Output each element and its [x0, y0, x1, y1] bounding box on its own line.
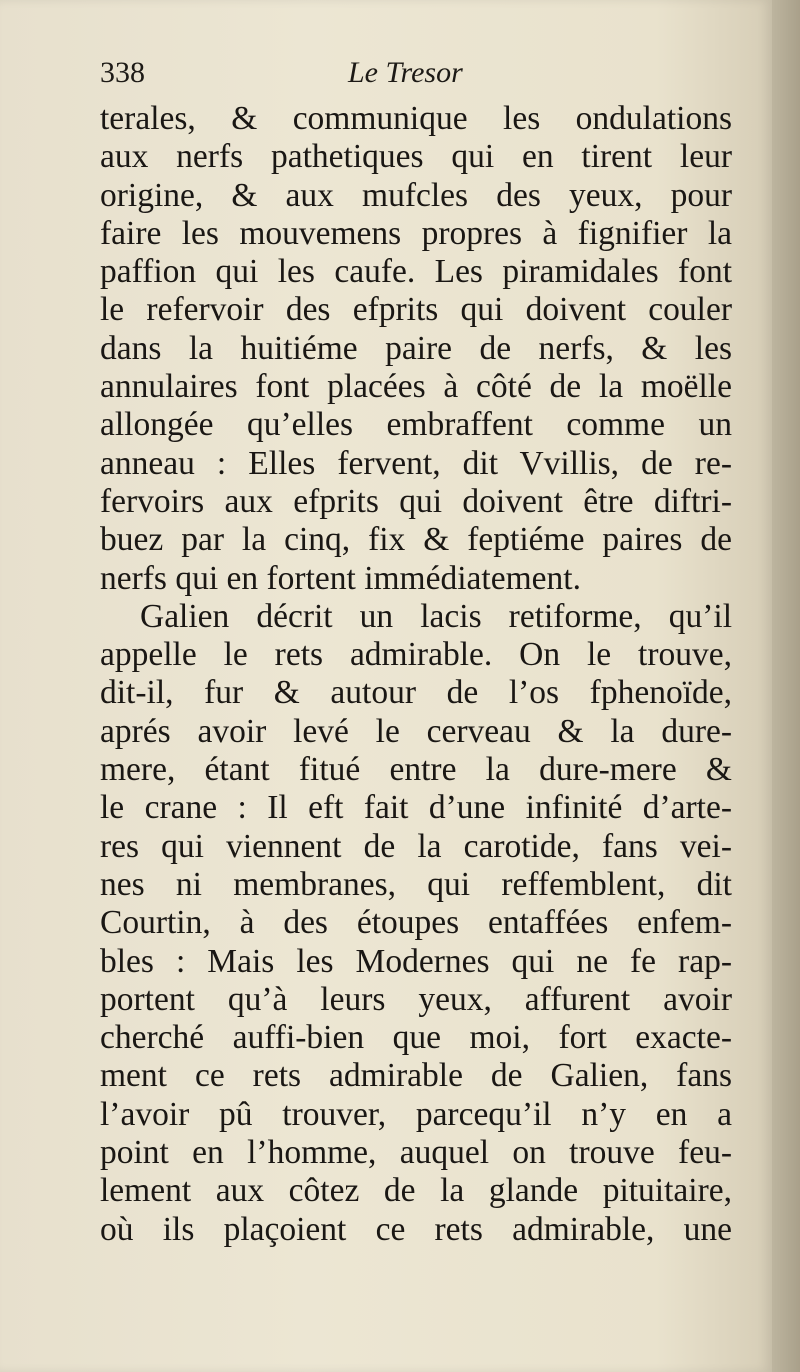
text-line: ment ce rets admirable de Galien, fans — [100, 1057, 732, 1095]
text-line: paffion qui les caufe. Les piramidales font — [100, 253, 732, 291]
text-line: portent qu’à leurs yeux, affurent avoir — [100, 980, 732, 1018]
text-line: bles : Mais les Modernes qui ne fe rap- — [100, 942, 732, 980]
text-line: aux nerfs pathetiques qui en tirent leur — [100, 138, 732, 176]
text-line: anneau : Elles fervent, dit Vvillis, de re- — [100, 444, 732, 482]
text-line: Courtin, à des étoupes entaffées enfem- — [100, 904, 732, 942]
text-line: res qui viennent de la carotide, fans vei- — [100, 827, 732, 865]
text-line: point en l’homme, auquel on trouve feu- — [100, 1134, 732, 1172]
page-edge — [772, 0, 800, 1372]
text-line: dans la huitiéme paire de nerfs, & les — [100, 329, 732, 367]
text-line: annulaires font placées à côté de la moëlle — [100, 368, 732, 406]
text-line: terales, & communique les ondulations — [100, 100, 732, 137]
text-line: nerfs qui en fortent immédiatement. — [100, 559, 581, 597]
text-line: origine, & aux mufcles des yeux, pour — [100, 176, 732, 214]
body-text — [100, 100, 732, 1249]
running-title: Le Tresor — [348, 56, 463, 89]
text-line: Galien décrit un lacis retiforme, qu’il — [140, 597, 732, 635]
text-line: dit-il, fur & autour de l’os fphenoïde, — [100, 674, 732, 712]
text-line: le crane : Il eft fait d’une infinité d’arte- — [100, 789, 732, 827]
text-line: l’avoir pû trouver, parcequ’il n’y en a — [100, 1095, 732, 1133]
page-header — [100, 56, 740, 100]
text-line: allongée qu’elles embraffent comme un — [100, 406, 732, 444]
text-line: fervoirs aux efprits qui doivent être diftri- — [100, 482, 732, 520]
text-line: faire les mouvemens propres à fignifier la — [100, 214, 732, 252]
text-line: buez par la cinq, fix & feptiéme paires de — [100, 521, 732, 559]
text-line: lement aux côtez de la glande pituitaire, — [100, 1172, 732, 1210]
text-line: mere, étant fitué entre la dure-mere & — [100, 751, 732, 789]
text-line: nes ni membranes, qui reffemblent, dit — [100, 865, 732, 903]
text-line: le refervoir des efprits qui doivent couler — [100, 291, 732, 329]
text-line: appelle le rets admirable. On le trouve, — [100, 636, 732, 674]
text-line: aprés avoir levé le cerveau & la dure- — [100, 712, 732, 750]
text-line: cherché auffi-bien que moi, fort exacte- — [100, 1019, 732, 1057]
page-number: 338 — [100, 56, 145, 89]
text-line: où ils plaçoient ce rets admirable, une — [100, 1210, 732, 1248]
